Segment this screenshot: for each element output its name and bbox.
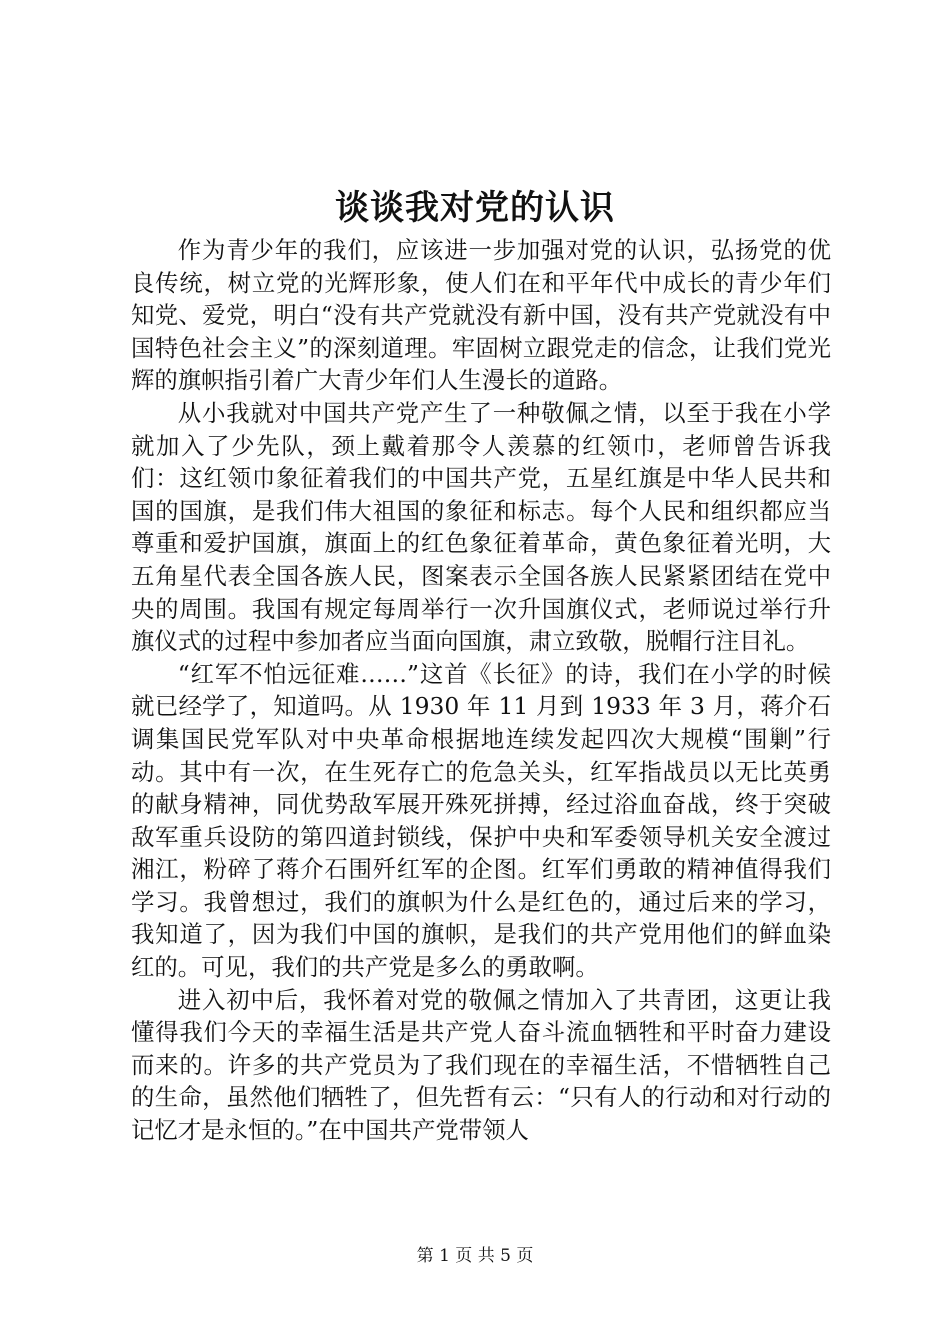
paragraph-1: 作为青少年的我们，应该进一步加强对党的认识，弘扬党的优良传统，树立党的光辉形象，使人们在和平年代中成长的青少年们知党、爱党，明白“没有共产党就没有新中国，没有共产党就没有中国特色社会主义”的深刻道理。牢固树立跟党走的信念，让我们党光辉的旗帜指引着广大青少年们人生漫长的道路。 (131, 236, 831, 395)
document-body (131, 234, 831, 1147)
paragraph-3: “红军不怕远征难……”这首《长征》的诗，我们在小学的时候就已经学了，知道吗。从 1930 年 11 月到 1933 年 3 月，蒋介石调集国民党军队对中央革命根据地连续发起四次大规模“围剿”行动。其中有一次，在生死存亡的危急关头，红军指战员以无比英勇的献身精神，同优势敌军展开殊死拼搏，经过浴血奋战，终于突破敌军重兵设防的第四道封锁线，保护中央和军委领导机关安全渡过湘江，粉碎了蒋介石围歼红军的企图。红军们勇敢的精神值得我们学习。我曾想过，我们的旗帜为什么是红色的，通过后来的学习，我知道了，因为我们中国的旗帜，是我们的共产党用他们的鲜血染红的。可见，我们的共产党是多么的勇敢啊。 (131, 659, 831, 982)
page-footer: 第 1 页 共 5 页 (416, 1246, 534, 1266)
document-title: 谈谈我对党的认识 (335, 188, 615, 228)
paragraph-2: 从小我就对中国共产党产生了一种敬佩之情，以至于我在小学就加入了少先队，颈上戴着那令人羡慕的红领巾，老师曾告诉我们：这红领巾象征着我们的中国共产党，五星红旗是中华人民共和国的国旗，是我们伟大祖国的象征和标志。每个人民和组织都应当尊重和爱护国旗，旗面上的红色象征着革命，黄色象征着光明，大五角星代表全国各族人民，图案表示全国各族人民紧紧团结在党中央的周围。我国有规定每周举行一次升国旗仪式，老师说过举行升旗仪式的过程中参加者应当面向国旗，肃立致敬，脱帽行注目礼。 (131, 398, 831, 656)
paragraph-4: 进入初中后，我怀着对党的敬佩之情加入了共青团，这更让我懂得我们今天的幸福生活是共产党人奋斗流血牺牲和平时奋力建设而来的。许多的共产党员为了我们现在的幸福生活，不惜牺牲自己的生命，虽然他们牺牲了，但先哲有云：“只有人的行动和对行动的记忆才是永恒的。”在中国共产党带领人 (131, 985, 831, 1145)
